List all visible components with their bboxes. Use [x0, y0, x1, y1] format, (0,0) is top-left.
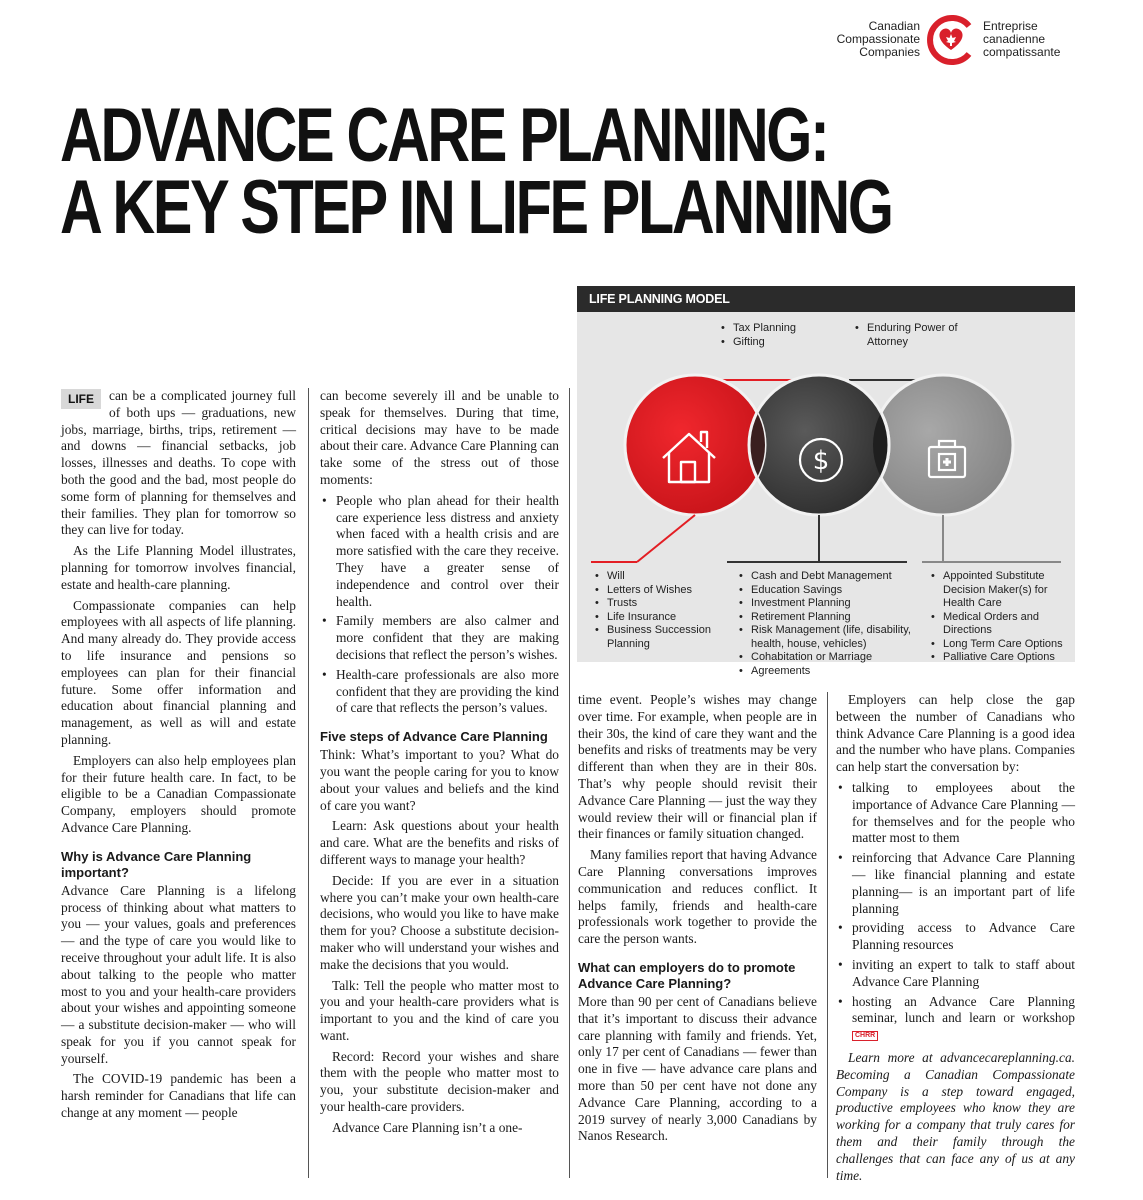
list-item: • Enduring Power of Attorney	[853, 322, 973, 349]
power-of-attorney-list	[853, 322, 973, 349]
paragraph: Think: What’s important to you? What do you want the people caring for you to know about your values and beliefs and the kind of care you want?	[320, 747, 559, 813]
list-item: • Cohabitation or Marriage	[737, 651, 919, 665]
list-item	[836, 994, 1075, 1044]
article-column-4	[836, 692, 1075, 1188]
logo-line: Entreprise	[983, 19, 1038, 33]
svg-text:$: $	[812, 446, 830, 476]
company-logo	[830, 14, 1130, 64]
paragraph: More than 90 per cent of Canadians believe that it’s important to discuss their advance care planning with family and friends. Yet, only 17 per cent of Canadians — fewer than one in five — have advance care plans and more than 50 per cent have not done any Advance Care Planning, according to a 2019 survey of nearly 3,000 Canadians by Nanos Research.	[578, 993, 817, 1144]
estate-planning-circle	[625, 375, 765, 515]
column-divider	[308, 388, 309, 1178]
paragraph: can become severely ill and be unable to speak for themselves. During that time, critical decisions may have to be made about their care. Advance Care Planning can take some of the stress out of those moments:	[320, 388, 559, 487]
life-planning-model-figure	[577, 286, 1075, 677]
article-column-1	[61, 388, 296, 1126]
list-item: • Business Succession Planning	[593, 624, 723, 651]
list-item: • Palliative Care Options	[929, 651, 1069, 665]
list-item: • Retirement Planning	[737, 611, 919, 625]
list-item: • Appointed Substitute Decision Maker(s) for Health Care	[929, 570, 1069, 611]
paragraph: Compassionate companies can help employees with all aspects of life planning. And many already do. They provide access to life insurance and pensions so employees can plan for their financial future. Some offer information and education about financial planning and management, as well as will and estate planning.	[61, 597, 296, 747]
headline-line-1: ADVANCE CARE PLANNING:	[60, 93, 828, 178]
list-item-text: hosting an Advance Care Planning seminar, lunch and learn or workshop	[852, 993, 1075, 1026]
section-heading: Five steps of Advance Care Planning	[320, 729, 548, 745]
list-item: • reinforcing that Advance Care Planning — like financial planning and estate planning— is an important part of life planning	[836, 850, 1075, 917]
figure-title: LIFE PLANNING MODEL	[577, 286, 1075, 312]
maple-heart-icon	[925, 14, 977, 66]
list-item: • People who plan ahead for their health care experience less distress and anxiety when faced with a health crisis and are more satisfied with the care they receive. They have a greater sense of independence and control over their health.	[320, 493, 559, 611]
list-item: • Life Insurance	[593, 611, 723, 625]
paragraph: The COVID-19 pandemic has been a harsh reminder for Canadians that life can change at any moment — people	[61, 1071, 296, 1121]
paragraph-text: can be a complicated journey full of both ups — graduations, new jobs, marriage, births, trips, retirement — and downs — financial setbacks, job losses, illnesses and deaths. To cope with both the good and the bad, most people do some form of planning for themselves and their families. They plan for tomorrow so they can live for today.	[61, 388, 296, 538]
article-column-2	[320, 388, 559, 1141]
list-item: • Trusts	[593, 597, 723, 611]
logo-line: Canadian	[868, 19, 920, 33]
health-care-planning-circle	[873, 375, 1013, 515]
list-item: • Education Savings	[737, 584, 919, 598]
logo-english-text	[830, 20, 920, 59]
list-item: • Medical Orders and Directions	[929, 611, 1069, 638]
health-care-planning-list	[929, 570, 1069, 665]
list-item: • Agreements	[737, 665, 919, 679]
list-item: • Tax Planning	[719, 322, 796, 336]
leader-line	[637, 515, 695, 562]
lead-word-box: LIFE	[61, 389, 101, 409]
estate-planning-list	[593, 570, 723, 651]
paragraph: Many families report that having Advance Care Planning conversations improves communication and reduces conflict. It helps family, friends and health-care professionals work together to provide the care the person wants.	[578, 847, 817, 947]
logo-line: Companies	[859, 45, 920, 59]
list-item: • Cash and Debt Management	[737, 570, 919, 584]
tax-planning-list	[719, 322, 796, 349]
paragraph: Advance Care Planning is a lifelong process of thinking about what matters to you — your values, goals and preferences — and the type of care you would like to receive throughout your adult life. It is also about talking to the people who matter most to you and your health-care providers about your wishes and appointing someone — a substitute decision-maker — who will speak for you if you cannot speak for yourself.	[61, 882, 296, 1066]
paragraph: Employers can also help employees plan for their future health care. In fact, to be eligible to be a Canadian Compassionate Company, employers should promote Advance Care Planning.	[61, 752, 296, 835]
benefits-list	[320, 493, 559, 717]
list-item: • Family members are also calmer and more confident that they are making decisions that reflect the person’s wishes.	[320, 613, 559, 663]
list-item: • Risk Management (life, disability, health, house, vehicles)	[737, 624, 919, 651]
list-item: • Investment Planning	[737, 597, 919, 611]
figure-panel	[577, 312, 1075, 677]
list-item: • Health-care professionals are also more confident that they are providing the kind of care that reflects the person’s values.	[320, 667, 559, 717]
employer-actions-list	[836, 780, 1075, 1044]
paragraph	[61, 388, 296, 539]
list-item: • Long Term Care Options	[929, 638, 1069, 652]
paragraph: Decide: If you are ever in a situation where you can’t make your own health-care decisions, who would you like to have make them for you? Choose a substitute decision-maker who will understand your wishes and make the decisions that you would.	[320, 872, 559, 972]
paragraph: time event. People’s wishes may change over time. For example, when people are in their 30s, the kind of care they want and the benefits and risks of treatments may be very different than when they are in their 80s. That’s why people should revisit their Advance Care Planning — just the way they would review their will or financial plan if their finances or family situation changed.	[578, 692, 817, 842]
section-heading: Why is Advance Care Planning important?	[61, 848, 252, 880]
column-divider	[569, 388, 570, 1178]
headline-line-2: A KEY STEP IN LIFE PLANNING	[60, 165, 892, 250]
paragraph: Employers can help close the gap between the number of Canadians who think Advance Care Planning is a good idea and the number who have plans. Companies can help start the conversation by:	[836, 692, 1075, 775]
financial-planning-list	[737, 570, 919, 678]
list-item: • Letters of Wishes	[593, 584, 723, 598]
financial-planning-circle	[749, 375, 889, 515]
column-divider	[827, 692, 828, 1178]
paragraph: Advance Care Planning isn’t a one-	[332, 1119, 523, 1135]
chrr-end-mark: CHRR	[852, 1031, 878, 1041]
page-title	[60, 93, 892, 250]
logo-line: compatissante	[983, 45, 1061, 59]
list-item: • inviting an expert to talk to staff about Advance Care Planning	[836, 957, 1075, 991]
paragraph: Talk: Tell the people who matter most to you and your health-care providers what is important to you and the kind of care you want.	[320, 977, 559, 1043]
logo-line: Compassionate	[836, 32, 920, 46]
logo-french-text	[983, 20, 1133, 59]
section-heading: What can employers do to promote Advance Care Planning?	[578, 959, 796, 991]
list-item: • Gifting	[719, 336, 796, 350]
logo-line: canadienne	[983, 32, 1046, 46]
list-item: • Will	[593, 570, 723, 584]
list-item: • providing access to Advance Care Planning resources	[836, 920, 1075, 954]
paragraph: Learn: Ask questions about your health and care. What are the benefits and risks of different ways to manage your health?	[320, 818, 559, 867]
list-item: • talking to employees about the importance of Advance Care Planning — for themselves and for the people who matter most to them	[836, 780, 1075, 847]
closing-note: Learn more at advancecareplanning.ca. Becoming a Canadian Compassionate Company is a step toward engaged, productive employees who know they are working for a company that truly cares for them and their family through the challenges that can face any of us at any time.	[836, 1049, 1075, 1183]
paragraph: As the Life Planning Model illustrates, planning for tomorrow involves financial, estate and health-care planning.	[61, 543, 296, 592]
paragraph: Record: Record your wishes and share them with the people who matter most to you, your substitute decision-maker and your health-care providers.	[320, 1048, 559, 1115]
article-column-3	[578, 692, 817, 1149]
